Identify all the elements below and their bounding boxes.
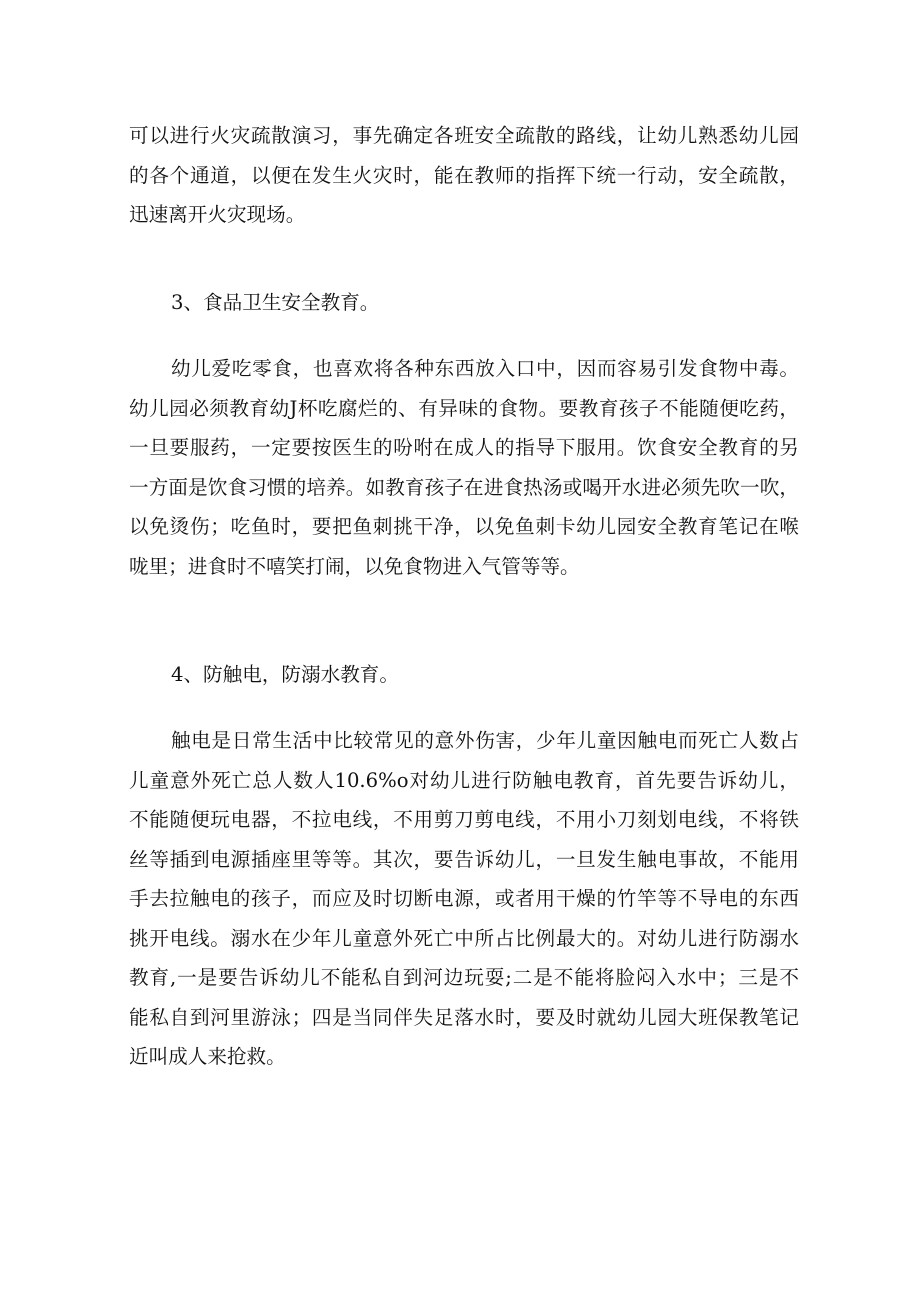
text-line: 一旦要服药，一定要按医生的吩咐在成人的指导下服用。饮食安全教育的另 <box>129 436 799 459</box>
text-line: 幼儿园必须教育幼J杯吃腐烂的、有异味的食物。要教育孩子不能随便吃药， <box>129 396 799 420</box>
text-line: 教育,一是要告诉幼儿不能私自到河边玩耍;二是不能将脸闷入水中；三是不 <box>129 966 799 989</box>
section-heading: 3、食品卫生安全教育。 <box>171 291 380 314</box>
section-heading-electric-drowning <box>129 655 799 695</box>
text-line: 儿童意外死亡总人数人10.6%o对幼儿进行防触电教育，首先要告诉幼儿， <box>129 768 799 792</box>
text-line: 幼儿爱吃零食，也喜欢将各种东西放入口中，因而容易引发食物中毒。 <box>171 357 799 380</box>
text-line: 丝等插到电源插座里等等。其次，要告诉幼儿，一旦发生触电事故，不能用 <box>129 847 799 871</box>
text-line: 迅速离开火灾现场。 <box>129 203 306 226</box>
text-line: 的各个通道，以便在发生火灾时，能在教师的指挥下统一行动，安全疏散， <box>129 163 799 187</box>
text-line: 一方面是饮食习惯的培养。如教育孩子在进食热汤或喝开水进必须先吹一吹， <box>129 475 799 499</box>
text-line: 咙里；进食时不嘻笑打闹，以免食物进入气管等等。 <box>129 554 580 578</box>
section-heading: 4、防触电，防溺水教育。 <box>171 663 399 686</box>
text-line: 手去拉触电的孩子，而应及时切断电源，或者用干燥的竹竿等不导电的东西 <box>129 887 799 910</box>
text-line: 以免烫伤；吃鱼时，要把鱼刺挑干净，以免鱼刺卡幼儿园安全教育笔记在喉 <box>129 515 799 538</box>
paragraph-food-safety <box>129 349 799 586</box>
text-line: 能私自到河里游泳；四是当同伴失足落水时，要及时就幼儿园大班保教笔记 <box>129 1005 799 1029</box>
text-line: 近叫成人来抢救。 <box>129 1045 286 1068</box>
text-line: 不能随便玩电器，不拉电线，不用剪刀剪电线，不用小刀刻划电线，不将铁 <box>129 808 799 831</box>
section-heading-food-safety <box>129 283 799 323</box>
text-line: 可以进行火灾疏散演习，事先确定各班安全疏散的路线，让幼儿熟悉幼儿园 <box>129 124 799 147</box>
paragraph-fire-drill <box>129 116 799 235</box>
text-line: 触电是日常生活中比较常见的意外伤害，少年儿童因触电而死亡人数占 <box>171 729 799 752</box>
paragraph-electric-drowning <box>129 721 799 1077</box>
text-line: 挑开电线。溺水在少年儿童意外死亡中所占比例最大的。对幼儿进行防溺水 <box>129 926 799 950</box>
